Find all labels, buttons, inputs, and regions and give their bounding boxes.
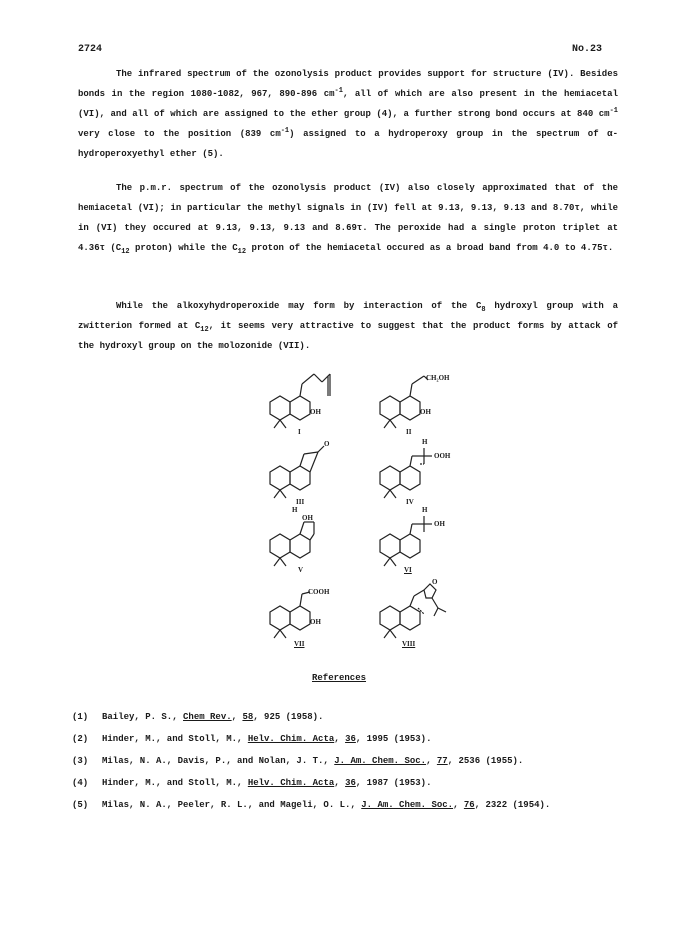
reference-volume: 58	[242, 712, 254, 722]
reference-journal: Helv. Chim. Acta	[247, 734, 335, 744]
paragraph-infrared	[78, 64, 618, 164]
structure-ii	[368, 370, 458, 440]
text: hydroxyl group with a zwitterion formed at C	[78, 301, 619, 331]
paragraph-pmr	[78, 178, 618, 258]
structure-vii	[258, 580, 348, 652]
reference-number: (4)	[72, 778, 89, 788]
text: , it seems very attractive to suggest that the product forms by attack of the hydroxyl group on the molozonide (VII).	[78, 321, 618, 351]
superscript: -1	[280, 127, 290, 135]
reference-journal: J. Am. Chem. Soc.	[361, 800, 454, 810]
reference-authors: Milas, N. A., Peeler, R. L., and Mageli, O. L.,	[102, 800, 362, 810]
group-label: OH	[434, 520, 445, 528]
group-label-top: CH₂OH	[426, 374, 450, 382]
reference-item	[72, 734, 632, 756]
reference-volume: 76	[463, 800, 475, 810]
reference-item	[72, 778, 632, 800]
reference-volume: 36	[345, 734, 356, 744]
references-title: References	[312, 673, 367, 683]
reference-authors: Milas, N. A., Davis, P., and Nolan, J. T.,	[102, 756, 335, 766]
reference-rest: , 2536 (1955).	[447, 756, 524, 766]
structure-numeral: VII	[294, 640, 305, 648]
group-label-top: H	[422, 506, 428, 514]
structure-numeral: VI	[404, 566, 412, 574]
reference-authors: Hinder, M., and Stoll, M.,	[102, 734, 248, 744]
group-label-top: COOH	[308, 588, 330, 596]
structure-viii	[368, 580, 458, 652]
reference-rest: , 2322 (1954).	[474, 800, 551, 810]
structure-v	[258, 508, 348, 578]
superscript: -1	[334, 87, 343, 95]
group-label: O	[432, 578, 438, 586]
reference-authors: Hinder, M., and Stoll, M.,	[102, 778, 248, 788]
superscript: -1	[609, 107, 618, 115]
reference-item	[72, 712, 632, 734]
reference-item	[72, 800, 632, 822]
group-label-top: H	[422, 438, 428, 446]
reference-separator: ,	[426, 756, 437, 766]
decalin-skeleton-i	[258, 370, 348, 440]
text: The p.m.r. spectrum of the ozonolysis product (IV) also closely approximated that of the hemiacetal (VI); in particular the methyl signals in (IV) fell at 9.13, 9.13, 9.13 and 8.70τ, while in (VI) they occured at 9.13, 9.13, 9.13 and 8.69τ. The peroxide had a single proton triplet at 4.36τ (C	[78, 183, 618, 253]
reference-journal: J. Am. Chem. Soc.	[334, 756, 427, 766]
group-label: OH	[310, 408, 321, 416]
text: very close to the position (839 cm	[78, 129, 281, 139]
structure-iv	[368, 440, 458, 510]
reference-volume: 77	[436, 756, 448, 766]
text: ) assigned to a hydroperoxy group in the spectrum of α-hydroperoxyethyl ether (5).	[78, 129, 618, 159]
references-list	[72, 712, 632, 822]
reference-separator: ,	[334, 734, 346, 744]
text: proton of the hemiacetal occured as a broad band from 4.0 to 4.75τ.	[246, 243, 614, 253]
group-label: OH	[310, 618, 321, 626]
structure-iii	[258, 440, 348, 510]
text: While the alkoxyhydroperoxide may form by interaction of the C	[116, 301, 482, 311]
issue-number: No.23	[572, 44, 603, 55]
reference-rest: , 1987 (1953).	[355, 778, 432, 788]
group-label: OH	[420, 408, 431, 416]
text: The infrared spectrum of the ozonolysis product provides support for structure (IV). Besides bonds in the region 1080-1082, 967, 890-896 cm	[78, 69, 618, 99]
group-label: O	[324, 440, 330, 448]
reference-item	[72, 756, 632, 778]
structure-numeral: VIII	[402, 640, 416, 648]
subscript: 12	[121, 247, 130, 256]
group-label-top: H	[292, 506, 298, 514]
structure-numeral: V	[298, 566, 304, 574]
reference-rest: , 925 (1958).	[253, 712, 324, 722]
reference-journal: Chem Rev.	[183, 712, 232, 722]
reference-number: (3)	[72, 756, 89, 766]
reference-journal: Helv. Chim. Acta	[247, 778, 335, 788]
structure-numeral: III	[296, 498, 305, 506]
structure-vi	[368, 508, 458, 578]
text: proton) while the C	[129, 243, 238, 253]
text: , all of which are also present in the hemiacetal (VI), and all of which are assigned to the ether group (4), a further strong bond occurs at 840 cm	[78, 89, 618, 119]
structure-numeral: II	[406, 428, 412, 436]
page-number: 2724	[78, 44, 103, 55]
reference-volume: 36	[345, 778, 356, 788]
reference-separator: ,	[453, 800, 464, 810]
structure-numeral: I	[298, 428, 301, 436]
structure-numeral: IV	[406, 498, 414, 506]
reference-separator: ,	[334, 778, 346, 788]
paragraph-mechanism	[78, 296, 618, 356]
reference-authors: Bailey, P. S.,	[102, 712, 184, 722]
structure-i	[258, 370, 348, 440]
reference-number: (2)	[72, 734, 89, 744]
reference-rest: , 1995 (1953).	[355, 734, 432, 744]
subscript: 8	[481, 305, 486, 314]
group-label: OOH	[434, 452, 451, 460]
reference-number: (1)	[72, 712, 89, 722]
reference-number: (5)	[72, 800, 89, 810]
decalin-skeleton-vi	[368, 508, 458, 578]
subscript: 12	[237, 247, 247, 256]
group-label: OH	[302, 514, 313, 522]
subscript: 12	[200, 325, 209, 334]
reference-separator: ,	[231, 712, 243, 722]
